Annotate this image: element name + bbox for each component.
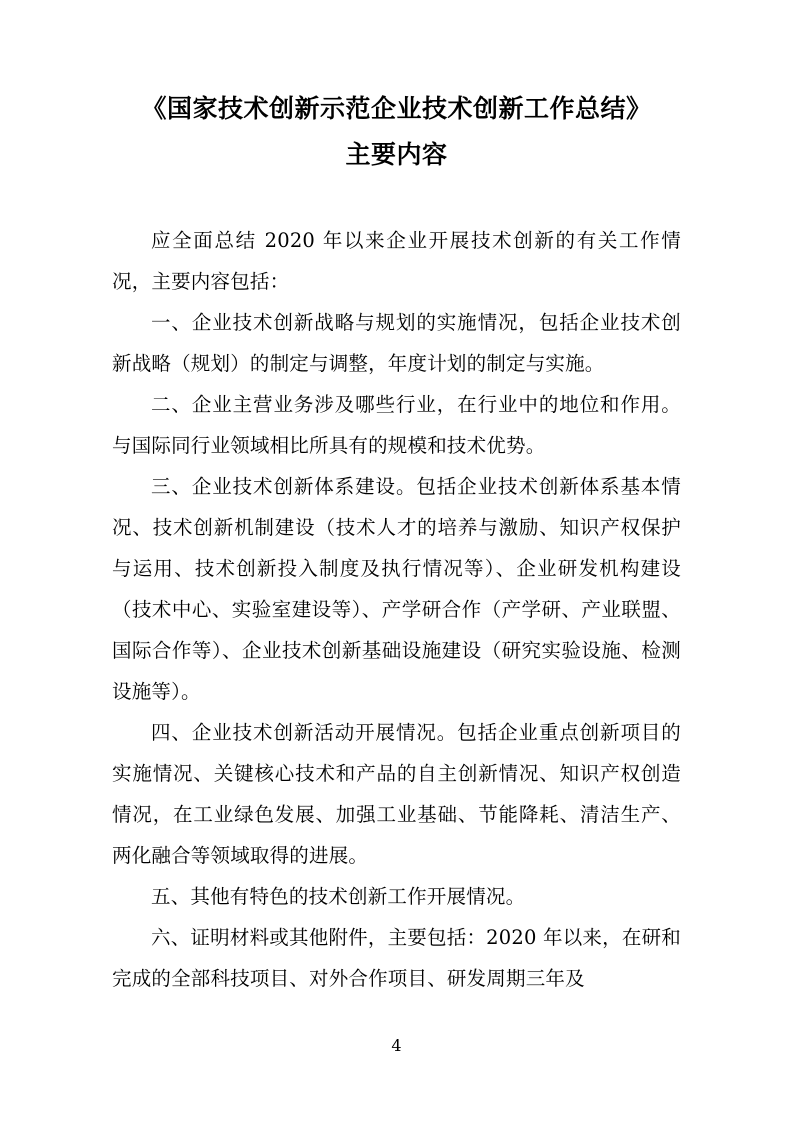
document-title-line-1: 《国家技术创新示范企业技术创新工作总结》 <box>141 94 652 123</box>
document-body <box>0 220 793 999</box>
page-number: 4 <box>391 1036 402 1055</box>
document-title <box>0 86 793 178</box>
paragraph-item-5: 五、其他有特色的技术创新工作开展情况。 <box>151 885 526 908</box>
paragraph-item-2: 二、企业主营业务涉及哪些行业，在行业中的地位和作用。与国际同行业领域相比所具有的规模和技术优势。 <box>112 393 681 457</box>
paragraph-item-1: 一、企业技术创新战略与规划的实施情况，包括企业技术创新战略（规划）的制定与调整，年度计划的制定与实施。 <box>112 311 681 375</box>
paragraph-item-6: 六、证明材料或其他附件，主要包括：2020 年以来，在研和完成的全部科技项目、对外合作项目、研发周期三年及 <box>112 926 681 990</box>
document-title-line-2: 主要内容 <box>345 140 448 169</box>
paragraph-item-3: 三、企业技术创新体系建设。包括企业技术创新体系基本情况、技术创新机制建设（技术人才的培养与激励、知识产权保护与运用、技术创新投入制度及执行情况等）、企业研发机构建设（技术中心、实验室建设等）、产学研合作（产学研、产业联盟、国际合作等）、企业技术创新基础设施建设（研究实验设施、检测设施等）。 <box>112 475 681 703</box>
paragraph-intro: 应全面总结 2020 年以来企业开展技术创新的有关工作情况，主要内容包括： <box>112 229 681 293</box>
paragraph-item-4: 四、企业技术创新活动开展情况。包括企业重点创新项目的实施情况、关键核心技术和产品的自主创新情况、知识产权创造情况，在工业绿色发展、加强工业基础、节能降耗、清洁生产、两化融合等领域取得的进展。 <box>112 721 681 867</box>
